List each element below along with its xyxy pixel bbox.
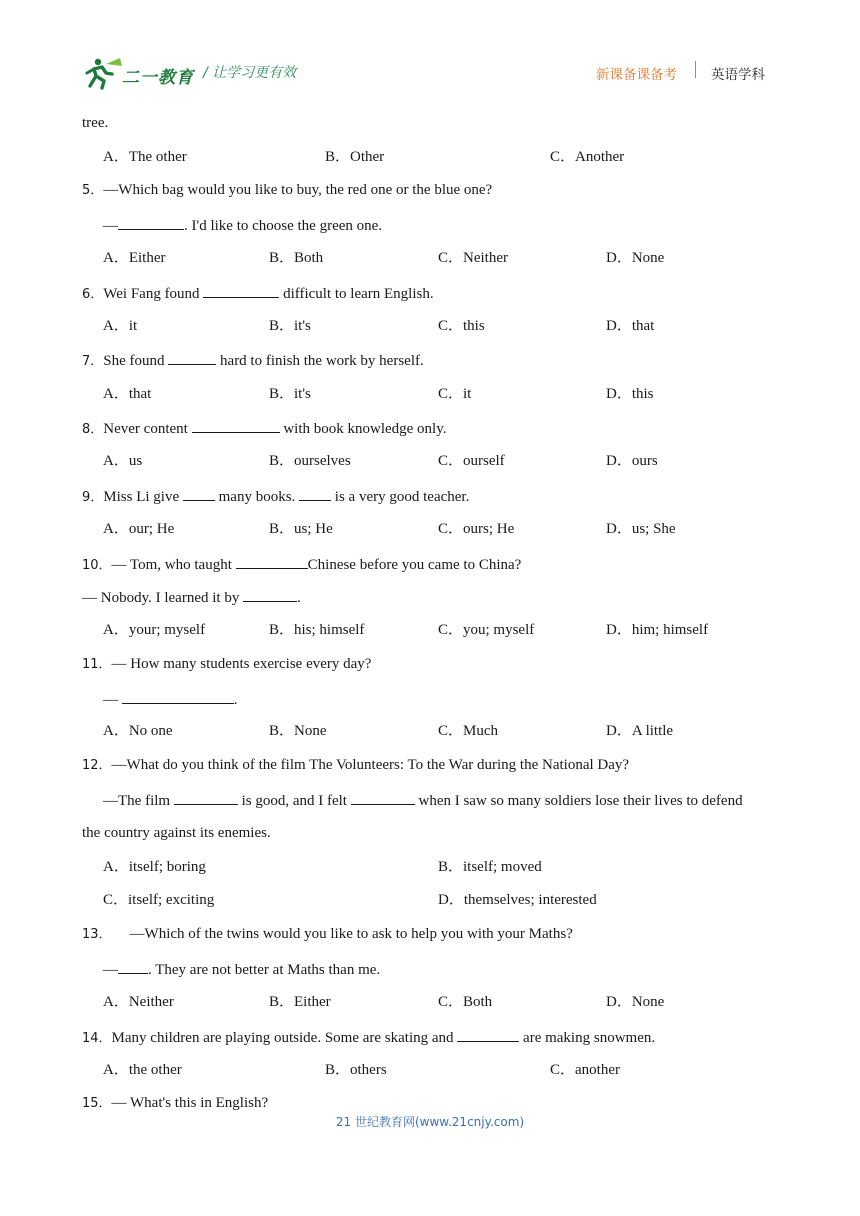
q9-blank-1: [183, 486, 215, 501]
q13-option-a: A．Neither: [103, 994, 174, 1010]
q7-blank: [168, 350, 216, 365]
q15-text: — What's this in English?: [111, 1095, 269, 1111]
q5-reply: [103, 215, 382, 235]
q7-text-b: hard to finish the work by herself.: [216, 353, 424, 369]
q12-blank-2: [351, 790, 415, 805]
q11-option-c: C．Much: [438, 723, 499, 739]
q12-text: —What do you think of the film The Volunteers: To the War during the National Day?: [111, 757, 630, 773]
q6-option-b: B．it's: [269, 318, 311, 334]
q10-reply-end: .: [297, 590, 301, 606]
q12-number: 12．: [82, 758, 112, 773]
logo-text: 二一教育: [122, 68, 194, 88]
q6-number: 6．: [82, 287, 104, 302]
q13-question: [82, 925, 573, 944]
q14-text-a: Many children are playing outside. Some are skating and: [111, 1030, 458, 1046]
q5-reply-text: . I'd like to choose the green one.: [184, 218, 383, 234]
q9-text-c: is a very good teacher.: [331, 489, 470, 505]
header-slogan: / 让学习更有效: [203, 65, 297, 81]
q11-option-d: D．A little: [606, 723, 674, 739]
q5-option-a: A．Either: [103, 250, 166, 266]
q5-blank: [118, 215, 184, 230]
q13-reply-text: . They are not better at Maths than me.: [148, 962, 381, 978]
q7-question: [82, 350, 424, 371]
q8-option-a: A．us: [103, 453, 143, 469]
q10-option-b: B．his; himself: [269, 622, 365, 638]
q12-option-a: A．itself; boring: [103, 859, 206, 875]
q8-option-c: C．ourself: [438, 453, 505, 469]
page-header: [0, 0, 860, 100]
q11-reply: [103, 689, 238, 709]
q9-option-b: B．us; He: [269, 521, 333, 537]
q10-question: [82, 554, 521, 575]
q15-number: 15．: [82, 1096, 112, 1111]
q11-option-a: A．No one: [103, 723, 173, 739]
q10-blank-2: [243, 587, 297, 602]
q5-option-b: B．Both: [269, 250, 324, 266]
header-brand-right: 英语学科: [711, 67, 765, 83]
q4-option-c: C．Another: [550, 149, 625, 165]
q12-reply-c: when I saw so many soldiers lose their lives to defend: [414, 793, 743, 809]
q12-option-b: B．itself; moved: [438, 859, 542, 875]
q8-number: 8．: [82, 422, 104, 437]
q8-text-b: with book knowledge only.: [279, 421, 447, 437]
q8-blank: [192, 418, 280, 433]
q10-reply: [82, 587, 301, 607]
q4-option-a: A．The other: [103, 149, 187, 165]
q10-text-b: Chinese before you came to China?: [307, 557, 522, 573]
q12-reply-b: is good, and I felt: [237, 793, 351, 809]
q6-blank: [203, 283, 279, 298]
q12-question: [82, 756, 629, 775]
q11-option-b: B．None: [269, 723, 327, 739]
q9-option-d: D．us; She: [606, 521, 676, 537]
q14-option-a: A．the other: [103, 1062, 182, 1078]
q7-option-a: A．that: [103, 386, 152, 402]
q14-option-c: C．another: [550, 1062, 620, 1078]
q8-question: [82, 418, 447, 439]
q13-reply-dash: —: [103, 962, 118, 978]
q7-number: 7．: [82, 354, 104, 369]
q10-blank-1: [236, 554, 308, 569]
q9-option-c: C．ours; He: [438, 521, 515, 537]
q4-tail: tree.: [82, 115, 109, 131]
q13-number: 13．: [82, 927, 112, 942]
q10-number: 10．: [82, 558, 112, 573]
q10-reply-text: — Nobody. I learned it by: [82, 590, 244, 606]
q8-text-a: Never content: [103, 421, 192, 437]
q11-number: 11．: [82, 657, 112, 672]
q11-blank: [122, 689, 234, 704]
q12-option-d: D．themselves; interested: [438, 892, 597, 908]
q5-question: [82, 181, 492, 200]
header-brand-left: 新课备课备考: [596, 67, 677, 83]
q7-option-b: B．it's: [269, 386, 311, 402]
q9-text-a: Miss Li give: [103, 489, 183, 505]
q7-text-a: She found: [103, 353, 169, 369]
q8-option-d: D．ours: [606, 453, 658, 469]
q14-text-b: are making snowmen.: [519, 1030, 656, 1046]
q6-option-d: D．that: [606, 318, 655, 334]
q5-option-d: D．None: [606, 250, 665, 266]
q5-option-c: C．Neither: [438, 250, 508, 266]
q12-reply-a: —The film: [103, 793, 174, 809]
q13-blank: [118, 959, 148, 974]
q12-reply: [103, 790, 743, 810]
q5-number: 5．: [82, 183, 104, 198]
q9-option-a: A．our; He: [103, 521, 175, 537]
q14-option-b: B．others: [325, 1062, 387, 1078]
q7-option-c: C．it: [438, 386, 472, 402]
q14-number: 14．: [82, 1031, 112, 1046]
q11-reply-end: .: [233, 692, 238, 708]
q9-question: [82, 486, 469, 507]
q8-option-b: B．ourselves: [269, 453, 351, 469]
q11-text: — How many students exercise every day?: [111, 656, 372, 672]
q12-blank-1: [174, 790, 238, 805]
q14-question: [82, 1027, 655, 1048]
q13-option-b: B．Either: [269, 994, 331, 1010]
q13-option-d: D．None: [606, 994, 665, 1010]
q9-blank-2: [299, 486, 331, 501]
q12-reply-continued: the country against its enemies.: [82, 825, 271, 841]
q9-number: 9．: [82, 490, 104, 505]
q10-option-d: D．him; himself: [606, 622, 709, 638]
q5-text: —Which bag would you like to buy, the red one or the blue one?: [103, 182, 493, 198]
q4-option-b: B．Other: [325, 149, 385, 165]
q10-option-c: C．you; myself: [438, 622, 535, 638]
q15-question: [82, 1094, 268, 1113]
q13-reply: [103, 959, 380, 979]
q11-question: [82, 655, 371, 674]
q9-text-b: many books.: [214, 489, 300, 505]
q12-option-c: C．itself; exciting: [103, 892, 215, 908]
q6-question: [82, 283, 434, 304]
q6-text-a: Wei Fang found: [103, 286, 204, 302]
q6-option-c: C．this: [438, 318, 485, 334]
q13-option-c: C．Both: [438, 994, 493, 1010]
q11-reply-dash: —: [103, 692, 122, 708]
q10-text-a: — Tom, who taught: [111, 557, 236, 573]
q14-blank: [457, 1027, 519, 1042]
q6-text-b: difficult to learn English.: [279, 286, 434, 302]
q10-option-a: A．your; myself: [103, 622, 206, 638]
q5-reply-dash: —: [103, 218, 118, 234]
q7-option-d: D．this: [606, 386, 654, 402]
header-divider: [695, 61, 696, 78]
q13-text: —Which of the twins would you like to ask to help you with your Maths?: [129, 926, 573, 942]
q6-option-a: A．it: [103, 318, 138, 334]
page-footer: 21 世纪教育网(www.21cnjy.com): [335, 1115, 525, 1129]
